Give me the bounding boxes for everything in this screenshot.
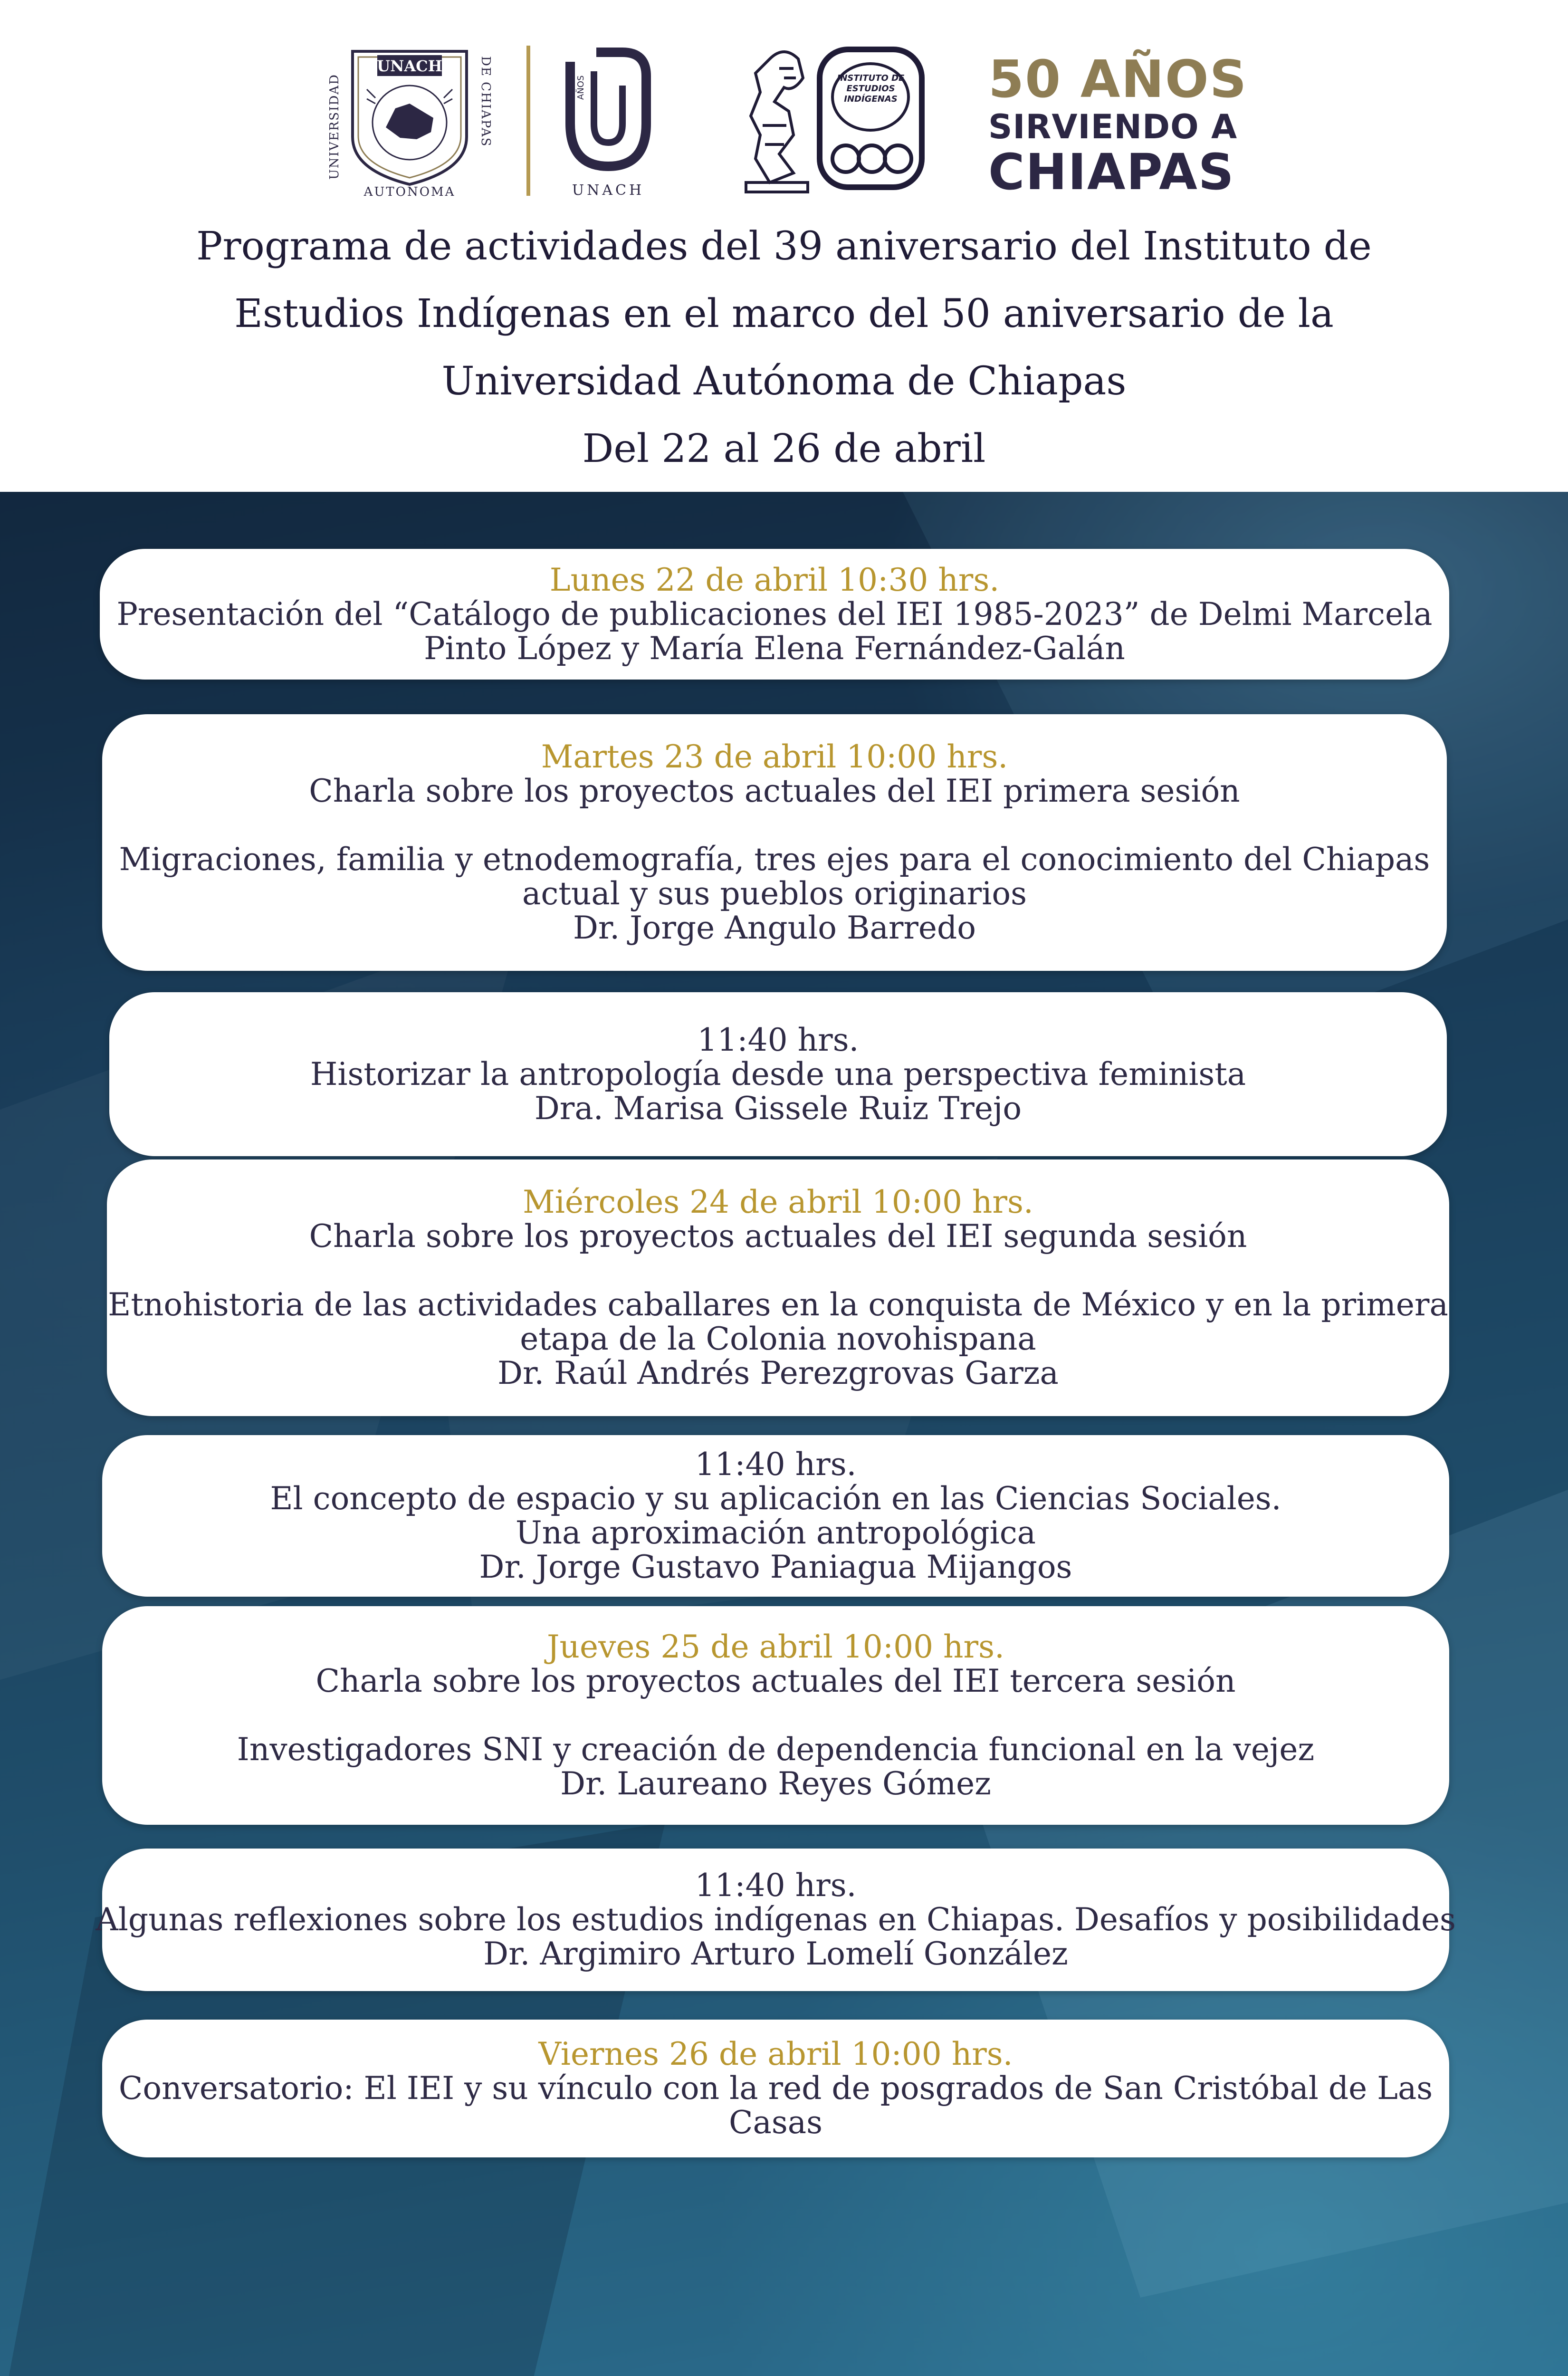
chiapas-map-shape	[386, 104, 433, 139]
event-card	[102, 2020, 1449, 2157]
brand-line-3: CHIAPAS	[988, 143, 1235, 201]
event-text: actual y sus pueblos originarios	[522, 875, 1027, 912]
event-text: Pinto López y María Elena Fernández-Galán	[424, 630, 1125, 667]
event-text: Migraciones, familia y etnodemografía, tres ejes para el conocimiento del Chiapas	[119, 841, 1430, 878]
event-heading: Charla sobre los proyectos actuales del IEI primera sesión	[309, 773, 1240, 809]
event-card	[96, 1849, 1456, 1991]
event-text: Presentación del “Catálogo de publicaciones del IEI 1985-2023” de Delmi Marcela	[116, 595, 1433, 632]
brand-line-1: 50 AÑOS	[988, 50, 1248, 109]
brand-line-2: SIRVIENDO A	[988, 107, 1238, 146]
brand-50-anos	[988, 50, 1254, 201]
event-card	[102, 1606, 1449, 1825]
unach-logo-top-text: UNACH	[377, 57, 442, 75]
event-text: Investigadores SNI y creación de dependencia funcional en la vejez	[237, 1731, 1315, 1768]
event-text: Algunas reflexiones sobre los estudios indígenas en Chiapas. Desafíos y posibilidades	[96, 1901, 1456, 1938]
event-heading: Charla sobre los proyectos actuales del IEI segunda sesión	[309, 1218, 1247, 1255]
event-card	[109, 992, 1447, 1156]
unach-logo	[319, 37, 500, 199]
mayan-figure-shape	[751, 52, 803, 182]
event-card	[102, 1435, 1449, 1597]
title-line: Programa de actividades del 39 aniversario del Instituto de	[196, 224, 1372, 269]
event-date: Lunes 22 de abril 10:30 hrs.	[549, 561, 1000, 598]
title-line: Estudios Indígenas en el marco del 50 aniversario de la	[234, 291, 1334, 336]
event-date: Viernes 26 de abril 10:00 hrs.	[538, 2036, 1013, 2072]
title-line: Universidad Autónoma de Chiapas	[441, 359, 1127, 404]
event-card	[107, 1159, 1449, 1416]
event-speaker: Dr. Argimiro Arturo Lomelí González	[483, 1935, 1068, 1972]
event-speaker: Dr. Laureano Reyes Gómez	[560, 1765, 991, 1802]
event-speaker: Dr. Jorge Angulo Barredo	[573, 910, 976, 946]
event-text: etapa de la Colonia novohispana	[520, 1321, 1036, 1357]
anniversary-50-logo	[561, 43, 656, 200]
page-title	[95, 213, 1473, 483]
event-date: Miércoles 24 de abril 10:00 hrs.	[523, 1184, 1033, 1220]
title-subtitle-dates: Del 22 al 26 de abril	[582, 426, 986, 471]
event-card	[102, 714, 1447, 971]
program-section	[0, 492, 1568, 2376]
anniversary-years-label: AÑOS	[576, 75, 586, 100]
event-text: Historizar la antropología desde una perspectiva feminista	[310, 1055, 1246, 1092]
unach-logo-bottom-text: AUTONOMA	[363, 185, 456, 199]
event-text: Una aproximación antropológica	[515, 1514, 1036, 1551]
event-card	[100, 549, 1449, 680]
iei-logo-text: INSTITUTO DE ESTUDIOS INDÍGENAS	[837, 73, 905, 104]
event-time: 11:40 hrs.	[695, 1446, 857, 1483]
event-speaker: Dra. Marisa Gissele Ruiz Trejo	[534, 1090, 1022, 1127]
unach-logo-left-text: UNIVERSIDAD	[327, 74, 342, 180]
event-text: El concepto de espacio y su aplicación en las Ciencias Sociales.	[270, 1480, 1281, 1517]
event-speaker: Dr. Raúl Andrés Perezgrovas Garza	[497, 1355, 1059, 1391]
header	[0, 0, 1568, 492]
anniversary-bottom-text: UNACH	[572, 182, 645, 199]
event-time: 11:40 hrs.	[697, 1021, 859, 1058]
iei-logo	[741, 40, 931, 197]
event-text: Etnohistoria de las actividades caballares en la conquista de México y en la primera	[108, 1286, 1448, 1323]
event-text: Conversatorio: El IEI y su vínculo con la red de posgrados de San Cristóbal de Las	[118, 2070, 1433, 2107]
event-time: 11:40 hrs.	[695, 1867, 857, 1904]
event-speaker: Dr. Jorge Gustavo Paniagua Mijangos	[479, 1549, 1072, 1585]
unach-logo-right-text: DE CHIAPAS	[478, 56, 493, 147]
event-date: Martes 23 de abril 10:00 hrs.	[541, 738, 1008, 775]
event-heading: Charla sobre los proyectos actuales del IEI tercera sesión	[316, 1663, 1236, 1699]
event-date: Jueves 25 de abril 10:00 hrs.	[547, 1629, 1004, 1665]
event-text: Casas	[729, 2104, 822, 2141]
logo-divider	[526, 46, 530, 196]
